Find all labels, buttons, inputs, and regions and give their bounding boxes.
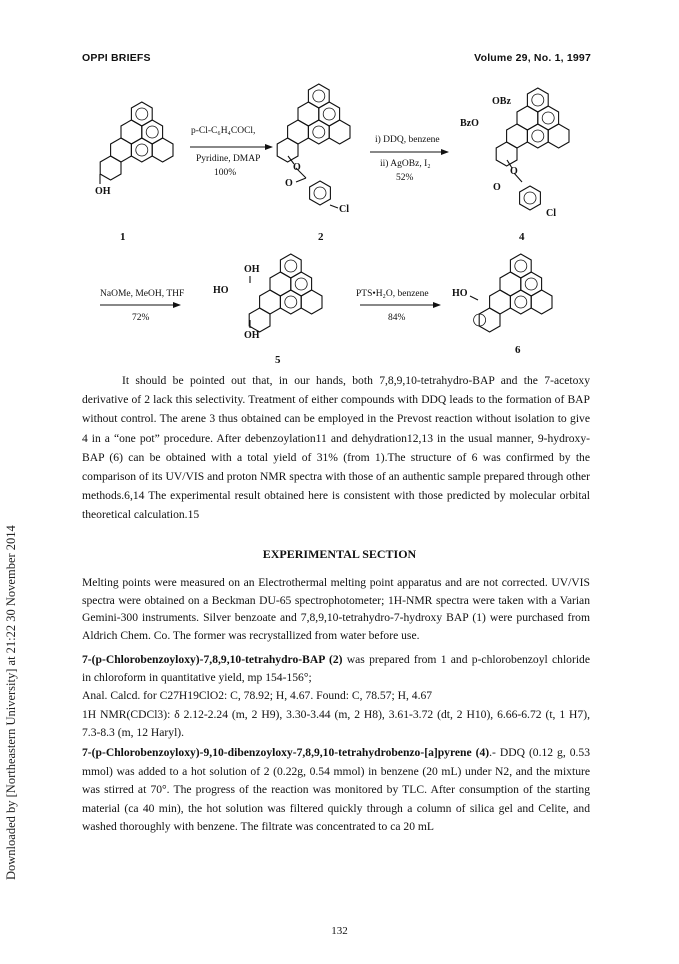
step4-reagent: PTS•H₂O, benzene xyxy=(356,289,429,299)
atom-cl-4: Cl xyxy=(546,208,556,219)
compound-2-text: was prepared from 1 and p-chlorobenzoyl chloride in chloroform in quantitative yield, mp 154-156°; xyxy=(82,653,591,684)
step2-reagent-b: ii) AgOBz, I₂ xyxy=(380,159,431,169)
compound-4-entry xyxy=(82,744,590,837)
experimental-paragraph: Melting points were measured on an Electrothermal melting point apparatus and are not corrected. UV/VIS spectra were obtained on a Beckman DU-65 spectrophotometer; 1H-NMR spectra were taken with a Varian Gemini-300 instruments. Silver benzoate and 7,8,9,10-tetrahydro-7-hydroxy BAP (1) were purchased from Aldrich Chem. Co. The former was recrystallized from water before use. xyxy=(82,576,590,642)
compound-label-4: 4 xyxy=(519,231,525,243)
download-watermark: Downloaded by [Northeastern University] at 21:22 30 November 2014 xyxy=(4,525,18,880)
running-header-left: OPPI BRIEFS xyxy=(82,52,151,64)
reaction-scheme xyxy=(0,0,679,370)
atom-o-2: O xyxy=(293,162,301,173)
structure-compound-5 xyxy=(249,254,322,332)
section-title: EXPERIMENTAL SECTION xyxy=(262,547,417,561)
atom-ho-6: HO xyxy=(452,288,468,299)
compound-2-analysis: Anal. Calcd. for C27H19ClO2: C, 78.92; H, 4.67. Found: C, 78.57; H, 4.67 xyxy=(82,689,433,702)
atom-o-carbonyl-2: O xyxy=(285,178,293,189)
step3-reagent: NaOMe, MeOH, THF xyxy=(100,289,185,299)
step2-reagent-a: i) DDQ, benzene xyxy=(375,135,440,145)
compound-label-2: 2 xyxy=(318,231,324,243)
atom-oh-5-bottom: OH xyxy=(244,330,260,341)
step1-reagent-b: Pyridine, DMAP xyxy=(196,154,261,164)
structure-compound-1 xyxy=(100,102,173,184)
compound-label-5: 5 xyxy=(275,354,281,366)
step4-yield: 84% xyxy=(388,313,406,323)
atom-cl-2: Cl xyxy=(339,204,349,215)
atom-o-carbonyl-4: O xyxy=(493,182,501,193)
compound-2-entry xyxy=(82,651,590,686)
atom-ho-5: HO xyxy=(213,285,229,296)
compound-label-1: 1 xyxy=(120,231,126,243)
compound-2-nmr: 1H NMR(CDCl3): δ 2.12-2.24 (m, 2 H9), 3.30-3.44 (m, 2 H8), 3.61-3.72 (dt, 2 H10), 6.66-6.72 (t, 1 H7), 7.3-8.3 (m, 12 Haryl). xyxy=(82,708,590,739)
atom-bzo: BzO xyxy=(460,118,479,129)
step1-yield: 100% xyxy=(214,168,237,178)
structure-compound-6 xyxy=(470,254,552,332)
page-number: 132 xyxy=(331,925,348,937)
compound-4-title: 7-(p-Chlorobenzoyloxy)-9,10-dibenzoyloxy-7,8,9,10-tetrahydrobenzo-[a]pyrene (4) xyxy=(82,746,490,759)
atom-oh-5-top: OH xyxy=(244,264,260,275)
compound-2-title: 7-(p-Chlorobenzoyloxy)-7,8,9,10-tetrahydro-BAP (2) xyxy=(82,653,343,666)
step2-yield: 52% xyxy=(396,173,414,183)
step1-reagent-a: p-Cl-C₆H₄COCl, xyxy=(191,126,256,136)
compound-4-text: .- DDQ (0.12 g, 0.53 mmol) was added to a hot solution of 2 (0.22g, 0.54 mmol) in benzene (20 mL) under N2, and the mixture was stirred at 70°. The progress of the reaction was monitored by TLC. After consumption of the starting material (ca 40 min), the hot solution was filtered quickly through a column of silica gel and Celite, and washed thoroughly with benzene. The filtrate was concentrated to ca 20 mL xyxy=(82,746,590,834)
compound-label-6: 6 xyxy=(515,344,521,356)
structure-compound-2 xyxy=(277,84,350,208)
running-header-right: Volume 29, No. 1, 1997 xyxy=(474,52,591,64)
atom-o-4: O xyxy=(510,166,518,177)
atom-obz-top: OBz xyxy=(492,96,511,107)
atom-oh-1: OH xyxy=(95,186,111,197)
discussion-paragraph: It should be pointed out that, in our hands, both 7,8,9,10-tetrahydro-BAP and the 7-acetoxy derivative of 2 lack this selectivity. Treatment of either compounds with DDQ leads to the formation of BAP without control. The arene 3 thus obtained can be employed in the Prevost reaction without isolation to give 4 in a “one pot” procedure. After debenzoylation11 and dehydration12,13 in the usual manner, 9-hydroxy-BAP (6) can be obtained with a total yield of 31% (from 1).The structure of 6 was confirmed by the comparison of its UV/VIS and proton NMR spectra with those of an authentic sample prepared through other methods.6,14 The experimental result obtained here is consistent with those predicted by molecular orbital theoretical calculation.15 xyxy=(82,374,590,522)
step3-yield: 72% xyxy=(132,313,150,323)
